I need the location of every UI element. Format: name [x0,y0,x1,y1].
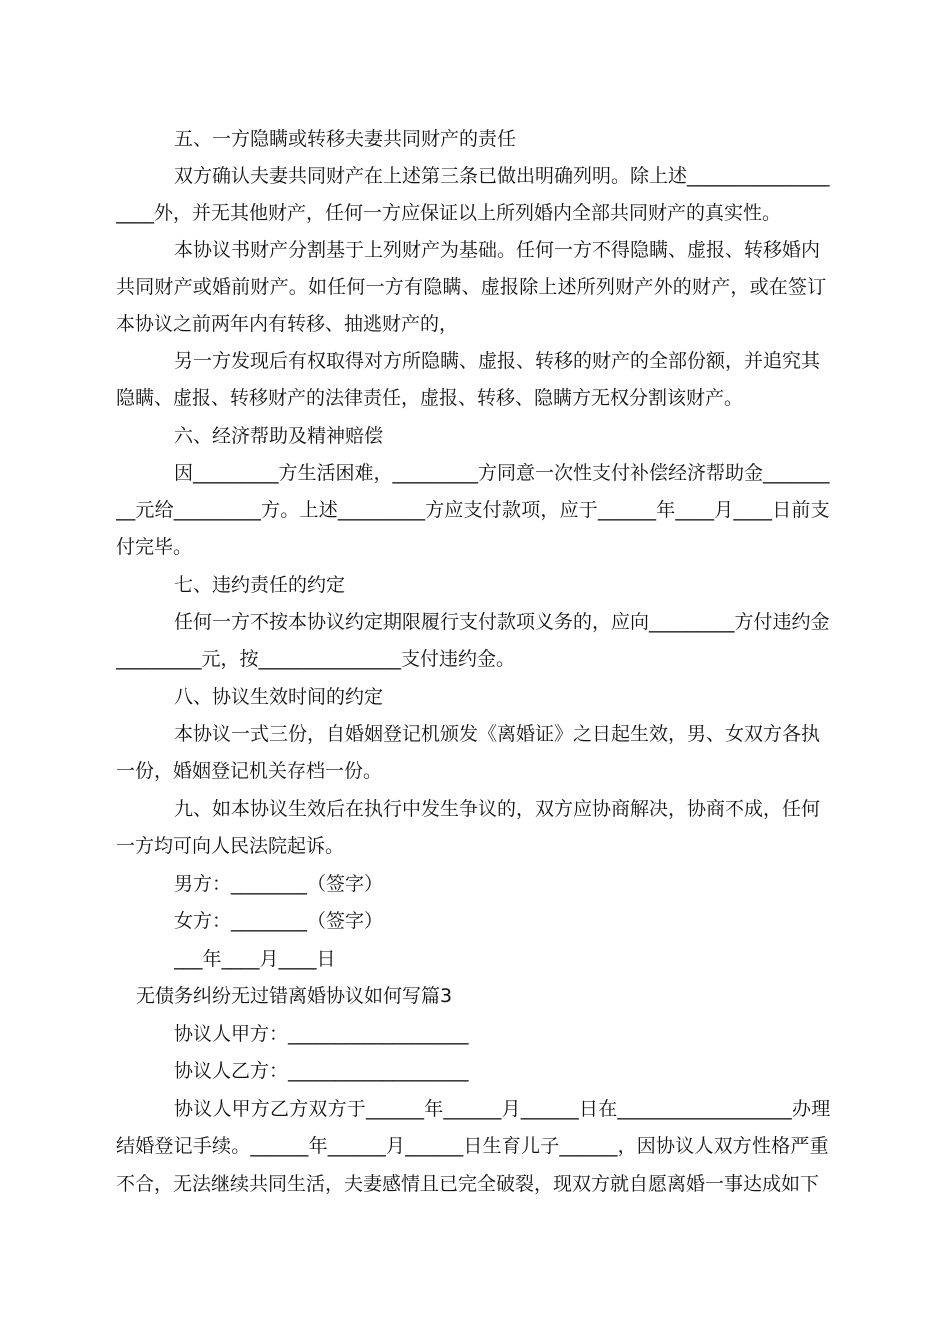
paragraph-line: 本协议之前两年内有转移、抽逃财产的， [116,313,459,335]
section-heading-7: 七、违约责任的约定 [174,574,346,596]
paragraph-line: 双方确认夫妻共同财产在上述第三条已做出明确列明。除上述_______________ [174,165,830,187]
party-a-line: 协议人甲方：___________________ [174,1023,469,1045]
paragraph-line: 本协议一式三份，自婚姻登记机颁发《离婚证》之日起生效，男、女双方各执 [174,723,821,745]
paragraph-line: 共同财产或婚前财产。如任何一方有隐瞒、虚报除上述所列财产外的财产，或在签订 [116,276,827,298]
signature-male: 男方：________（签字） [174,873,384,895]
paragraph-line: 隐瞒、虚报、转移财产的法律责任，虚报、转移、隐瞒方无权分割该财产。 [116,387,744,409]
paragraph-line: 另一方发现后有权取得对方所隐瞒、虚报、转移的财产的全部份额，并追究其 [174,350,821,372]
section-heading-5: 五、一方隐瞒或转移夫妻共同财产的责任 [174,128,517,150]
paragraph-line: 本协议书财产分割基于上列财产为基础。任何一方不得隐瞒、虚报、转移婚内 [174,239,821,261]
paragraph-line: 一份，婚姻登记机关存档一份。 [116,760,383,782]
signature-female: 女方：________（签字） [174,910,384,932]
paragraph-line: 协议人甲方乙方双方于______年______月______日在__________________办理 [174,1098,831,1120]
signature-date: ___年____月____日 [174,948,336,970]
paragraph-line: _________元，按_______________支付违约金。 [116,648,516,670]
paragraph-line: 不合，无法继续共同生活，夫妻感情且已完全破裂，现双方就自愿离婚一事达成如下 [116,1173,820,1195]
paragraph-line: 因_________方生活困难，_________方同意一次性支付补偿经济帮助金_______ [174,462,830,484]
article-title: 无债务纠纷无过错离婚协议如何写篇3 [136,985,453,1007]
paragraph-line: ____外，并无其他财产，任何一方应保证以上所列婚内全部共同财产的真实性。 [116,202,782,224]
paragraph-line: 一方均可向人民法院起诉。 [116,835,345,857]
paragraph-line: 付完毕。 [116,536,193,558]
paragraph-line: 结婚登记手续。______年______月______日生育儿子______，因协议人双方性格严重 [116,1135,829,1157]
paragraph-line: 任何一方不按本协议约定期限履行支付款项义务的，应向_________方付违约金 [174,611,830,633]
section-heading-9: 九、如本协议生效后在执行中发生争议的，双方应协商解决，协商不成，任何 [174,798,821,820]
paragraph-line: __元给_________方。上述_________方应支付款项，应于______年____月____日前支 [116,499,830,521]
section-heading-8: 八、协议生效时间的约定 [174,686,384,708]
section-heading-6: 六、经济帮助及精神赔偿 [174,425,384,447]
party-b-line: 协议人乙方：___________________ [174,1060,469,1082]
